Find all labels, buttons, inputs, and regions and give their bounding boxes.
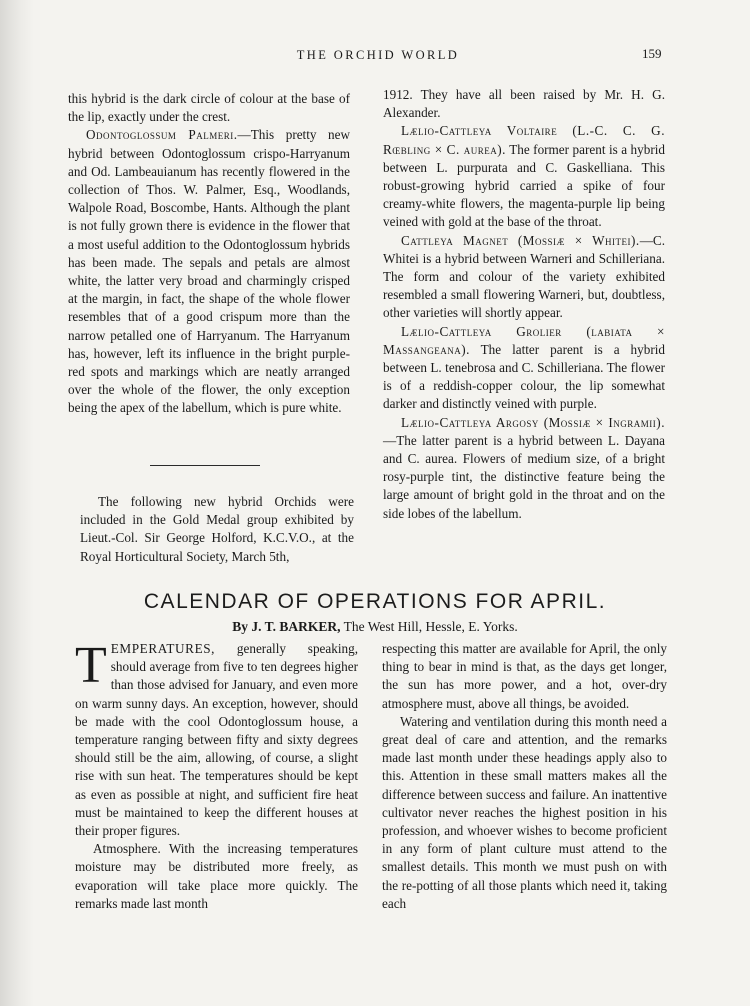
- section-divider: [150, 465, 260, 466]
- paragraph-argosy: [383, 414, 665, 523]
- article-opening-paragraph: [75, 637, 358, 840]
- hybrid-name: Lælio-Cattleya Voltaire (L.-C. C. G. Rœbling × C. aurea).: [383, 123, 665, 157]
- paragraph-watering: Watering and ventilation during this month need a great deal of care and attention, and the remarks made last month under these headings apply also to this. Attention in these small matters makes all the difference between success and failure. An inattentive cultivator never reaches the highest position in his profession, and whoever wishes to become proficient in any form of plant culture must attend to the smallest details. This month we must push on with the re-potting of all those plants which need it, taking each: [382, 713, 667, 911]
- byline-author: By J. T. BARKER,: [232, 619, 341, 634]
- paragraph-text: The former parent is a hybrid between L. purpurata and C. Gaskelliana. This robust-growing hybrid carried a spike of four creamy-white flowers, the magenta-purple lip being veined with gold at the base of the throat.: [383, 141, 665, 230]
- article-left-column: [75, 637, 358, 913]
- paragraph-text: generally speaking, should average from five to ten degrees higher than those advised for January, and even more on warm sunny days. An exception, however, should be made with the cool Odontoglossum house, a temperature ranging between fifty and sixty degrees should still be the aim, allowing, of course, a slight rise with sun heat. The temperatures should be kept as even as possible at night, and sufficient fire heat must be maintained to keep the different houses at their proper figures.: [75, 641, 358, 839]
- article-right-column: [382, 640, 667, 913]
- paragraph: respecting this matter are available for April, the only thing to bear in mind is that, as the days get longer, the sun has more power, and a hot, over-dry atmosphere must, above all things, be avoided.: [382, 641, 667, 711]
- paragraph-text: The latter parent is a hybrid between L. tenebrosa and C. Schilleriana. The flower is of a reddish-copper colour, the lip somewhat darker and distinctly veined with purple.: [383, 341, 665, 412]
- running-head: THE ORCHID WORLD: [296, 48, 460, 62]
- hybrid-name: Odontoglossum Palmeri.: [86, 127, 238, 143]
- paragraph-grolier: [383, 323, 665, 414]
- paragraph: this hybrid is the dark circle of colour at the base of the lip, exactly under the crest.: [68, 91, 350, 125]
- top-right-column: [383, 86, 665, 523]
- paragraph-odontoglossum-palmeri: [68, 126, 350, 417]
- paragraph-text: —C. Whitei is a hybrid between Warneri and Schilleriana. The form and colour of the variety exhibited resembled a small flowering Warneri, but, doubtless, other varieties will shortly appear.: [383, 232, 665, 321]
- paragraph: 1912. They have all been raised by Mr. H. G. Alexander.: [383, 87, 665, 121]
- paragraph-text: —This pretty new hybrid between Odontoglossum crispo-Harryanum and Od. Lambeauianum has recently flowered in the collection of Thos. W. Palmer, Esq., Woodlands, Walpole Road, Boscombe, Hants. Although the plant is not fully grown there is evidence in the flower that a most useful addition to the Odontoglossum hybrids has been made. The sepals and petals are almost white, the latter very broad and charmingly crisped at the margin, in fact, the shape of the whole flower resembles that of a good crispum more than the narrow petalled one of Harryanum. The Harryanum has, however, left its influence in the bright purple-red spots and markings which are neatly arranged over the whole of the flower, the only exception being the apex of the labellum, which is pure white.: [68, 127, 350, 416]
- paragraph-voltaire: [383, 122, 665, 231]
- paragraph-text: —The latter parent is a hybrid between L. Dayana and C. aurea. Flowers of medium size, of a bright rosy-purple tint, the distinctive feature being the large amount of bright gold in the throat and on the side lobes of the labellum.: [383, 432, 665, 521]
- page-number: 159: [642, 46, 662, 61]
- hybrid-name: Lælio-Cattleya Argosy (Mossiæ × Ingramii).: [401, 414, 665, 430]
- hybrid-name: Cattleya Magnet (Mossiæ × Whitei).: [401, 232, 640, 248]
- hybrid-list-intro: [80, 493, 354, 566]
- article-title: CALENDAR OF OPERATIONS FOR APRIL.: [143, 590, 607, 613]
- paragraph: The following new hybrid Orchids were included in the Gold Medal group exhibited by Lieut.-Col. Sir George Holford, K.C.V.O., at the Royal Horticultural Society, March 5th,: [80, 494, 354, 564]
- paragraph-atmosphere: Atmosphere. With the increasing temperatures moisture may be distributed more freely, as evaporation will take place more quickly. The remarks made last month: [75, 841, 358, 911]
- paragraph-magnet: [383, 232, 665, 323]
- drop-cap: T: [75, 637, 107, 694]
- lead-word: EMPERATURES,: [110, 641, 216, 656]
- top-left-column: [68, 90, 350, 418]
- byline: [0, 619, 750, 635]
- hybrid-name: Lælio-Cattleya Grolier (labiata × Massangeana).: [383, 323, 665, 357]
- byline-place: The West Hill, Hessle, E. Yorks.: [343, 619, 518, 634]
- binding-shadow: [0, 0, 34, 1006]
